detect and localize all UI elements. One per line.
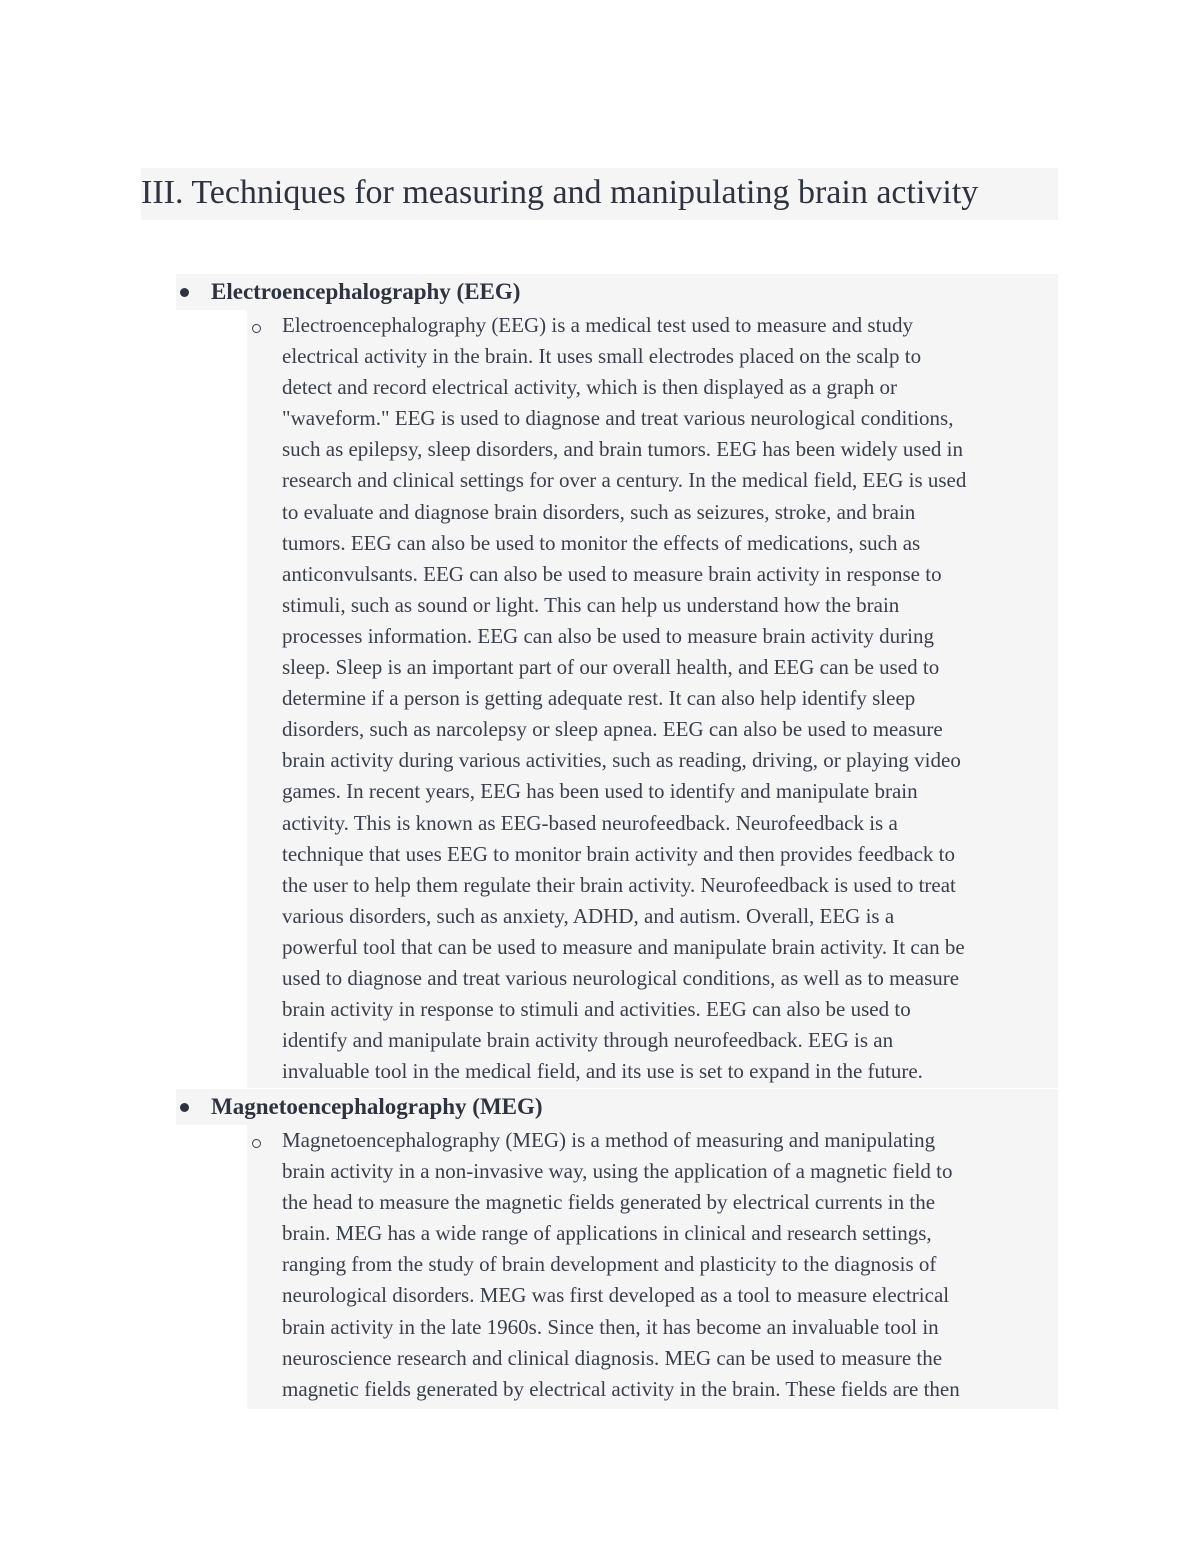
text-line: stimuli, such as sound or light. This can help us understand how the brain	[282, 592, 900, 617]
text-line: brain activity during various activities, such as reading, driving, or playing video	[282, 748, 961, 773]
text-line: processes information. EEG can also be used to measure brain activity during	[282, 623, 934, 648]
text-line: to evaluate and diagnose brain disorders, such as seizures, stroke, and brain	[282, 499, 916, 524]
bullet-title-meg: Magnetoencephalography (MEG)	[211, 1094, 543, 1119]
text-line: Magnetoencephalography (MEG) is a method of measuring and manipulating	[282, 1128, 936, 1152]
text-line: magnetic fields generated by electrical activity in the brain. These fields are then	[282, 1376, 960, 1401]
text-line: determine if a person is getting adequate rest. It can also help identify sleep	[282, 686, 916, 711]
text-line: disorders, such as narcolepsy or sleep apnea. EEG can also be used to measure	[282, 717, 943, 742]
hollow-bullet-icon	[252, 1139, 261, 1148]
text-line: research and clinical settings for over a century. In the medical field, EEG is used	[282, 468, 967, 493]
text-line: used to diagnose and treat various neurological conditions, as well as to measure	[282, 965, 960, 990]
text-line: "waveform." EEG is used to diagnose and treat various neurological conditions,	[282, 406, 954, 431]
text-line: electrical activity in the brain. It uses small electrodes placed on the scalp to	[282, 344, 922, 369]
text-line: games. In recent years, EEG has been used to identify and manipulate brain	[282, 779, 918, 804]
filled-bullet-icon	[180, 1103, 189, 1112]
text-line: powerful tool that can be used to measure and manipulate brain activity. It can be	[282, 934, 965, 959]
text-line: neurological disorders. MEG was first developed as a tool to measure electrical	[282, 1283, 950, 1308]
section-heading: III. Techniques for measuring and manipulating brain activity	[141, 168, 1058, 220]
text-line: identify and manipulate brain activity through neurofeedback. EEG is an	[282, 1028, 894, 1053]
hollow-bullet-icon	[252, 324, 261, 333]
text-line: the head to measure the magnetic fields generated by electrical currents in the	[282, 1190, 936, 1215]
text-line: technique that uses EEG to monitor brain activity and then provides feedback to	[282, 841, 955, 866]
eeg-description	[282, 310, 1054, 1087]
text-line: tumors. EEG can also be used to monitor the effects of medications, such as	[282, 530, 921, 555]
bullet-item-meg	[176, 1089, 1058, 1125]
filled-bullet-icon	[180, 288, 189, 297]
text-line: brain activity in the late 1960s. Since then, it has become an invaluable tool in	[282, 1314, 939, 1339]
text-line: brain. MEG has a wide range of applications in clinical and research settings,	[282, 1221, 932, 1246]
sub-item-eeg	[247, 310, 1058, 1088]
text-line: invaluable tool in the medical field, and its use is set to expand in the future.	[282, 1059, 923, 1084]
text-line: ranging from the study of brain development and plasticity to the diagnosis of	[282, 1252, 937, 1277]
bullet-item-eeg	[176, 274, 1058, 310]
text-line: sleep. Sleep is an important part of our overall health, and EEG can be used to	[282, 655, 940, 680]
text-line: activity. This is known as EEG-based neurofeedback. Neurofeedback is a	[282, 810, 898, 835]
text-line: Electroencephalography (EEG) is a medical test used to measure and study	[282, 313, 913, 337]
text-line: anticonvulsants. EEG can also be used to measure brain activity in response to	[282, 561, 942, 586]
meg-description	[282, 1125, 1054, 1405]
text-line: neuroscience research and clinical diagnosis. MEG can be used to measure the	[282, 1345, 943, 1370]
text-line: detect and record electrical activity, which is then displayed as a graph or	[282, 375, 897, 400]
text-line: brain activity in a non-invasive way, using the application of a magnetic field to	[282, 1159, 953, 1184]
text-line: various disorders, such as anxiety, ADHD, and autism. Overall, EEG is a	[282, 903, 895, 928]
bullet-title-eeg: Electroencephalography (EEG)	[211, 279, 521, 304]
sub-item-meg	[247, 1125, 1058, 1409]
text-line: such as epilepsy, sleep disorders, and brain tumors. EEG has been widely used in	[282, 437, 963, 462]
text-line: the user to help them regulate their brain activity. Neurofeedback is used to treat	[282, 872, 956, 897]
text-line: brain activity in response to stimuli and activities. EEG can also be used to	[282, 997, 911, 1022]
